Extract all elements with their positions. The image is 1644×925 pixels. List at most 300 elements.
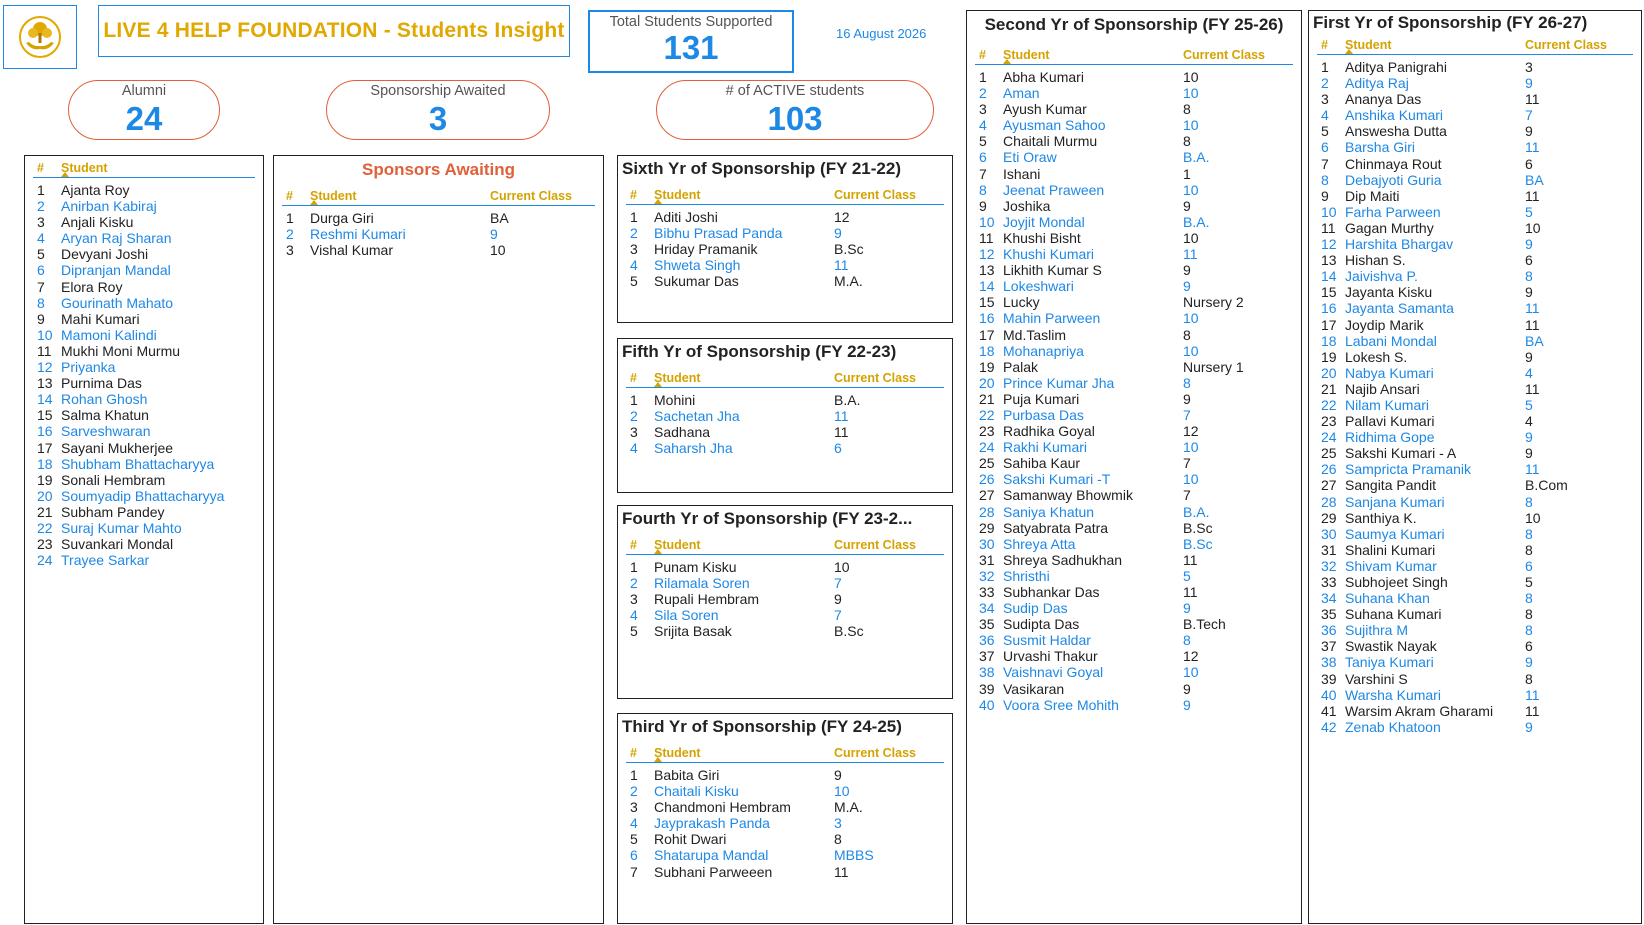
table-row[interactable] — [1317, 638, 1633, 654]
cell-student: Aditya Raj — [1345, 75, 1409, 92]
alumni-table-body — [25, 178, 263, 568]
cell-class: 7 — [834, 607, 842, 624]
col-number[interactable]: # — [979, 47, 986, 62]
cell-student: Sachetan Jha — [654, 408, 740, 425]
cell-student: Babita Giri — [654, 767, 720, 783]
cell-class: 7 — [1525, 107, 1533, 124]
table-row[interactable] — [33, 504, 255, 520]
cell-student: Jaivishva P. — [1345, 268, 1418, 285]
table-row[interactable] — [975, 230, 1293, 246]
table-row[interactable] — [975, 166, 1293, 182]
table-row[interactable] — [33, 327, 255, 343]
table-row[interactable] — [626, 241, 944, 257]
cell-class: 10 — [490, 242, 506, 259]
table-row[interactable] — [1317, 317, 1633, 333]
cell-class: 5 — [1525, 203, 1533, 220]
table-row[interactable] — [33, 423, 255, 439]
table-row[interactable] — [282, 210, 595, 226]
table-row[interactable] — [975, 294, 1293, 310]
cell-student: Shreya Sadhukhan — [1003, 551, 1123, 568]
table-row[interactable] — [1317, 75, 1633, 91]
table-row[interactable] — [626, 559, 944, 575]
table-row[interactable] — [975, 616, 1293, 632]
col-student[interactable]: Student — [310, 188, 357, 203]
table-row[interactable] — [975, 262, 1293, 278]
cell-number: 22 — [37, 519, 53, 536]
awaited-kpi — [326, 80, 550, 140]
table-row[interactable] — [975, 359, 1293, 375]
cell-number: 19 — [37, 471, 53, 488]
table-row[interactable] — [1317, 542, 1633, 558]
cell-class: B.Sc — [1183, 519, 1213, 536]
cell-number: 36 — [979, 632, 995, 649]
cell-number: 5 — [37, 246, 45, 263]
cell-class: 11 — [1525, 316, 1540, 333]
cell-number: 5 — [630, 273, 638, 290]
third-year-panel — [617, 713, 953, 924]
cell-student: Warsha Kumari — [1345, 686, 1441, 703]
table-row[interactable] — [282, 242, 595, 258]
table-row[interactable] — [1317, 268, 1633, 284]
table-row[interactable] — [1317, 719, 1633, 735]
cell-class: 6 — [1525, 638, 1533, 655]
cell-number: 30 — [979, 535, 995, 552]
cell-student: Purbasa Das — [1003, 406, 1084, 423]
cell-number: 26 — [1321, 461, 1337, 478]
cell-class: 11 — [1525, 461, 1540, 478]
cell-student: Zenab Khatoon — [1345, 718, 1441, 735]
table-row[interactable] — [975, 85, 1293, 101]
col-current-class[interactable]: Current Class — [1525, 37, 1607, 52]
table-row[interactable] — [33, 472, 255, 488]
cell-class: 9 — [1525, 718, 1533, 735]
table-row[interactable] — [1317, 365, 1633, 381]
table-row[interactable] — [975, 278, 1293, 294]
table-row[interactable] — [33, 343, 255, 359]
alumni-label: Alumni — [121, 83, 167, 99]
cell-student: Suvankari Mondal — [61, 536, 174, 553]
cell-class: 7 — [834, 575, 842, 592]
table-body — [618, 388, 952, 456]
cell-student: Salma Khatun — [61, 407, 149, 424]
cell-number: 10 — [979, 213, 995, 230]
col-current-class[interactable]: Current Class — [834, 370, 916, 385]
table-row[interactable] — [33, 552, 255, 568]
cell-class: 9 — [1183, 390, 1191, 407]
cell-student: Chinmaya Rout — [1345, 155, 1442, 172]
table-row[interactable] — [975, 69, 1293, 85]
table-row[interactable] — [1317, 413, 1633, 429]
table-row[interactable] — [975, 681, 1293, 697]
col-number[interactable]: # — [286, 188, 293, 203]
table-row[interactable] — [975, 471, 1293, 487]
cell-number: 12 — [37, 359, 53, 376]
cell-student: Lucky — [1003, 294, 1040, 311]
cell-number: 28 — [1321, 493, 1337, 510]
cell-number: 4 — [630, 257, 638, 274]
col-current-class[interactable]: Current Class — [490, 188, 572, 203]
table-row[interactable] — [1317, 123, 1633, 139]
dashboard-title-box — [98, 5, 570, 57]
table-row[interactable] — [626, 783, 944, 799]
cell-student: Shweta Singh — [654, 257, 741, 274]
table-row[interactable] — [1317, 349, 1633, 365]
col-number[interactable]: # — [1321, 37, 1328, 52]
table-row[interactable] — [975, 391, 1293, 407]
cell-class: 10 — [1183, 117, 1199, 134]
cell-student: Mamoni Kalindi — [61, 326, 157, 343]
cell-class: 12 — [1183, 648, 1199, 665]
col-current-class[interactable]: Current Class — [834, 537, 916, 552]
cell-class: 9 — [1525, 429, 1533, 446]
table-row[interactable] — [975, 214, 1293, 230]
table-row[interactable] — [975, 133, 1293, 149]
total-students-label: Total Students Supported — [609, 14, 773, 30]
table-row[interactable] — [975, 310, 1293, 326]
table-row[interactable] — [626, 424, 944, 440]
table-row[interactable] — [1317, 156, 1633, 172]
table-row[interactable] — [33, 488, 255, 504]
cell-number: 39 — [979, 680, 995, 697]
table-row[interactable] — [33, 407, 255, 423]
col-current-class[interactable]: Current Class — [834, 187, 916, 202]
cell-class: B.Sc — [834, 623, 864, 640]
table-row[interactable] — [1317, 510, 1633, 526]
cell-number: 9 — [979, 197, 987, 214]
panel-title: Second Yr of Sponsorship (FY 25-26) — [984, 15, 1284, 34]
table-row[interactable] — [1317, 91, 1633, 107]
table-row[interactable] — [975, 327, 1293, 343]
panel-title: Fifth Yr of Sponsorship (FY 22-23) — [622, 342, 897, 361]
cell-student: Srijita Basak — [654, 623, 732, 640]
cell-class: 9 — [1183, 600, 1191, 617]
cell-class: 11 — [1525, 686, 1540, 703]
cell-number: 2 — [37, 198, 45, 215]
cell-student: Sonali Hembram — [61, 471, 166, 488]
table-row[interactable] — [626, 225, 944, 241]
cell-number: 5 — [979, 133, 987, 150]
cell-number: 23 — [979, 423, 995, 440]
panel-title: Fourth Yr of Sponsorship (FY 23-2... — [622, 509, 913, 528]
table-row[interactable] — [975, 407, 1293, 423]
table-row[interactable] — [975, 455, 1293, 471]
table-row[interactable] — [975, 198, 1293, 214]
col-student[interactable]: Student — [1003, 47, 1050, 62]
table-row[interactable] — [1317, 622, 1633, 638]
cell-class: 6 — [1525, 155, 1533, 172]
sort-arrow-icon — [1345, 49, 1353, 54]
cell-number: 7 — [1321, 155, 1329, 172]
table-row[interactable] — [1317, 526, 1633, 542]
col-number[interactable]: # — [630, 370, 637, 385]
col-number[interactable]: # — [630, 537, 637, 552]
table-row[interactable] — [975, 487, 1293, 503]
table-row[interactable] — [626, 440, 944, 456]
cell-student: Ajanta Roy — [61, 182, 130, 198]
cell-student: Sila Soren — [654, 607, 719, 624]
table-row[interactable] — [975, 600, 1293, 616]
table-row[interactable] — [33, 375, 255, 391]
table-row[interactable] — [626, 799, 944, 815]
cell-student: Radhika Goyal — [1003, 423, 1095, 440]
cell-class: 11 — [834, 408, 849, 425]
table-row[interactable] — [33, 536, 255, 552]
table-row[interactable] — [282, 226, 595, 242]
table-row[interactable] — [975, 101, 1293, 117]
cell-class: 9 — [490, 226, 498, 243]
cell-class: 8 — [1525, 525, 1533, 542]
table-row[interactable] — [626, 607, 944, 623]
cell-class: 8 — [1525, 670, 1533, 687]
cell-student: Mahin Parween — [1003, 310, 1101, 327]
col-number[interactable]: # — [630, 187, 637, 202]
cell-class: B.A. — [834, 392, 861, 408]
cell-student: Joshika — [1003, 197, 1051, 214]
table-row[interactable] — [975, 648, 1293, 664]
cell-number: 18 — [979, 342, 995, 359]
cell-number: 14 — [1321, 268, 1337, 285]
cell-student: Md.Taslim — [1003, 326, 1067, 343]
cell-number: 10 — [37, 326, 53, 343]
table-row[interactable] — [626, 767, 944, 783]
table-row[interactable] — [975, 343, 1293, 359]
cell-student: Warsim Akram Gharami — [1345, 702, 1494, 719]
cell-number: 17 — [1321, 316, 1337, 333]
cell-class: 10 — [1183, 85, 1199, 102]
total-students-kpi — [588, 10, 794, 73]
cell-class: 12 — [834, 209, 850, 225]
table-body — [618, 763, 952, 880]
table-row[interactable] — [975, 439, 1293, 455]
table-row[interactable] — [1317, 252, 1633, 268]
panel-title: Sixth Yr of Sponsorship (FY 21-22) — [622, 159, 901, 178]
cell-number: 5 — [630, 623, 638, 640]
cell-student: Subhani Parweeen — [654, 863, 773, 880]
table-row[interactable] — [1317, 236, 1633, 252]
table-row[interactable] — [1317, 284, 1633, 300]
table-row[interactable] — [626, 831, 944, 847]
table-row[interactable] — [1317, 107, 1633, 123]
cell-number: 1 — [630, 559, 638, 575]
table-row[interactable] — [626, 392, 944, 408]
cell-number: 21 — [979, 390, 995, 407]
cell-number: 3 — [37, 214, 45, 231]
table-row[interactable] — [1317, 300, 1633, 316]
cell-class: 9 — [1525, 284, 1533, 301]
cell-number: 32 — [1321, 557, 1337, 574]
active-value: 103 — [767, 100, 823, 137]
table-row[interactable] — [1317, 397, 1633, 413]
table-row[interactable] — [975, 246, 1293, 262]
table-row[interactable] — [975, 697, 1293, 713]
cell-student: Anirban Kabiraj — [61, 198, 157, 215]
cell-student: Soumyadip Bhattacharyya — [61, 487, 225, 504]
cell-student: Taniya Kumari — [1345, 654, 1434, 671]
cell-student: Dip Maiti — [1345, 187, 1400, 204]
table-row[interactable] — [975, 182, 1293, 198]
cell-class: 8 — [1525, 590, 1533, 607]
table-row[interactable] — [626, 575, 944, 591]
table-row[interactable] — [975, 149, 1293, 165]
table-row[interactable] — [33, 456, 255, 472]
table-row[interactable] — [1317, 188, 1633, 204]
table-row[interactable] — [33, 246, 255, 262]
col-current-class[interactable]: Current Class — [1183, 47, 1265, 62]
cell-number: 7 — [37, 278, 45, 295]
table-row[interactable] — [33, 440, 255, 456]
first-year-panel — [1308, 10, 1642, 924]
col-student[interactable]: Student — [1345, 37, 1392, 52]
cell-number: 15 — [979, 294, 995, 311]
cell-student: Ishani — [1003, 165, 1041, 182]
table-row[interactable] — [626, 864, 944, 880]
table-row[interactable] — [626, 847, 944, 863]
table-row[interactable] — [975, 568, 1293, 584]
cell-class: B.Sc — [1183, 535, 1213, 552]
cell-number: 16 — [37, 423, 53, 440]
table-row[interactable] — [1317, 333, 1633, 349]
cell-class: 5 — [1525, 396, 1533, 413]
table-row[interactable] — [1317, 558, 1633, 574]
cell-student: Reshmi Kumari — [310, 226, 406, 243]
table-body — [618, 555, 952, 639]
table-row[interactable] — [626, 815, 944, 831]
table-row[interactable] — [33, 520, 255, 536]
table-row[interactable] — [1317, 494, 1633, 510]
col-student[interactable]: Student — [654, 187, 701, 202]
table-row[interactable] — [626, 623, 944, 639]
table-row[interactable] — [1317, 204, 1633, 220]
table-row[interactable] — [33, 214, 255, 230]
table-row[interactable] — [1317, 703, 1633, 719]
cell-class: 9 — [1525, 236, 1533, 253]
table-row[interactable] — [33, 279, 255, 295]
cell-student: Shreya Atta — [1003, 535, 1076, 552]
table-header — [975, 45, 1293, 65]
alumni-kpi — [68, 80, 220, 140]
cell-student: Labani Mondal — [1345, 332, 1437, 349]
table-row[interactable] — [1317, 381, 1633, 397]
table-row[interactable] — [33, 295, 255, 311]
cell-student: Ridhima Gope — [1345, 429, 1435, 446]
cell-class: 10 — [1525, 219, 1541, 236]
table-row[interactable] — [33, 359, 255, 375]
col-number[interactable]: # — [630, 745, 637, 760]
table-row[interactable] — [975, 520, 1293, 536]
sixth-year-panel — [617, 155, 953, 323]
cell-student: Sujithra M — [1345, 622, 1409, 639]
cell-number: 1 — [979, 69, 987, 85]
table-row[interactable] — [1317, 429, 1633, 445]
cell-class: 11 — [1183, 246, 1198, 263]
cell-student: Shatarupa Mandal — [654, 847, 769, 864]
cell-class: 1 — [1183, 165, 1191, 182]
table-row[interactable] — [1317, 671, 1633, 687]
cell-number: 28 — [979, 503, 995, 520]
cell-student: Sudip Das — [1003, 600, 1068, 617]
cell-number: 2 — [630, 225, 638, 242]
table-row[interactable] — [626, 209, 944, 225]
table-row[interactable] — [33, 391, 255, 407]
cell-number: 34 — [979, 600, 995, 617]
cell-number: 37 — [979, 648, 995, 665]
table-row[interactable] — [33, 230, 255, 246]
table-row[interactable] — [975, 536, 1293, 552]
table-row[interactable] — [975, 423, 1293, 439]
table-row[interactable] — [1317, 654, 1633, 670]
table-row[interactable] — [626, 273, 944, 289]
cell-class: 7 — [1183, 406, 1191, 423]
col-current-class[interactable]: Current Class — [834, 745, 916, 760]
alumni-table-header — [33, 158, 255, 178]
table-header — [626, 368, 944, 388]
table-row[interactable] — [626, 257, 944, 273]
table-row[interactable] — [975, 664, 1293, 680]
table-row[interactable] — [1317, 59, 1633, 75]
table-row[interactable] — [626, 408, 944, 424]
table-row[interactable] — [1317, 139, 1633, 155]
sponsors-awaiting-panel — [273, 155, 604, 924]
table-row[interactable] — [1317, 172, 1633, 188]
table-row[interactable] — [975, 584, 1293, 600]
cell-student: Sayani Mukherjee — [61, 439, 174, 456]
col-student[interactable]: Student — [61, 160, 108, 175]
cell-student: Gourinath Mahato — [61, 294, 174, 311]
table-row[interactable] — [1317, 687, 1633, 703]
cell-class: 8 — [1525, 541, 1533, 558]
col-student[interactable]: Student — [654, 745, 701, 760]
cell-class: Nursery 2 — [1183, 294, 1244, 311]
table-row[interactable] — [33, 182, 255, 198]
cell-number: 22 — [1321, 396, 1337, 413]
cell-number: 17 — [37, 439, 53, 456]
table-row[interactable] — [1317, 590, 1633, 606]
col-student[interactable]: Student — [654, 370, 701, 385]
cell-class: 6 — [1525, 252, 1533, 269]
table-row[interactable] — [975, 552, 1293, 568]
table-row[interactable] — [626, 591, 944, 607]
cell-class: 12 — [1183, 423, 1199, 440]
cell-number: 4 — [979, 117, 987, 134]
cell-number: 4 — [630, 440, 638, 457]
table-row[interactable] — [975, 375, 1293, 391]
cell-student: Hriday Pramanik — [654, 241, 758, 258]
table-row[interactable] — [975, 632, 1293, 648]
table-row[interactable] — [1317, 477, 1633, 493]
cell-class: B.Com — [1525, 477, 1568, 494]
cell-number: 4 — [1321, 107, 1329, 124]
cell-number: 2 — [630, 575, 638, 592]
col-student[interactable]: Student — [654, 537, 701, 552]
table-row[interactable] — [33, 262, 255, 278]
table-row[interactable] — [1317, 461, 1633, 477]
cell-student: Shivam Kumar — [1345, 557, 1437, 574]
table-row[interactable] — [33, 311, 255, 327]
cell-number: 14 — [37, 391, 53, 408]
table-row[interactable] — [1317, 220, 1633, 236]
table-row[interactable] — [1317, 574, 1633, 590]
table-row[interactable] — [975, 504, 1293, 520]
col-number[interactable]: # — [37, 160, 44, 175]
table-row[interactable] — [1317, 445, 1633, 461]
table-row[interactable] — [1317, 606, 1633, 622]
cell-student: Abha Kumari — [1003, 69, 1084, 85]
cell-class: 11 — [834, 863, 849, 880]
cell-number: 1 — [1321, 59, 1329, 75]
table-row[interactable] — [975, 117, 1293, 133]
table-row[interactable] — [33, 198, 255, 214]
cell-number: 6 — [979, 149, 987, 166]
